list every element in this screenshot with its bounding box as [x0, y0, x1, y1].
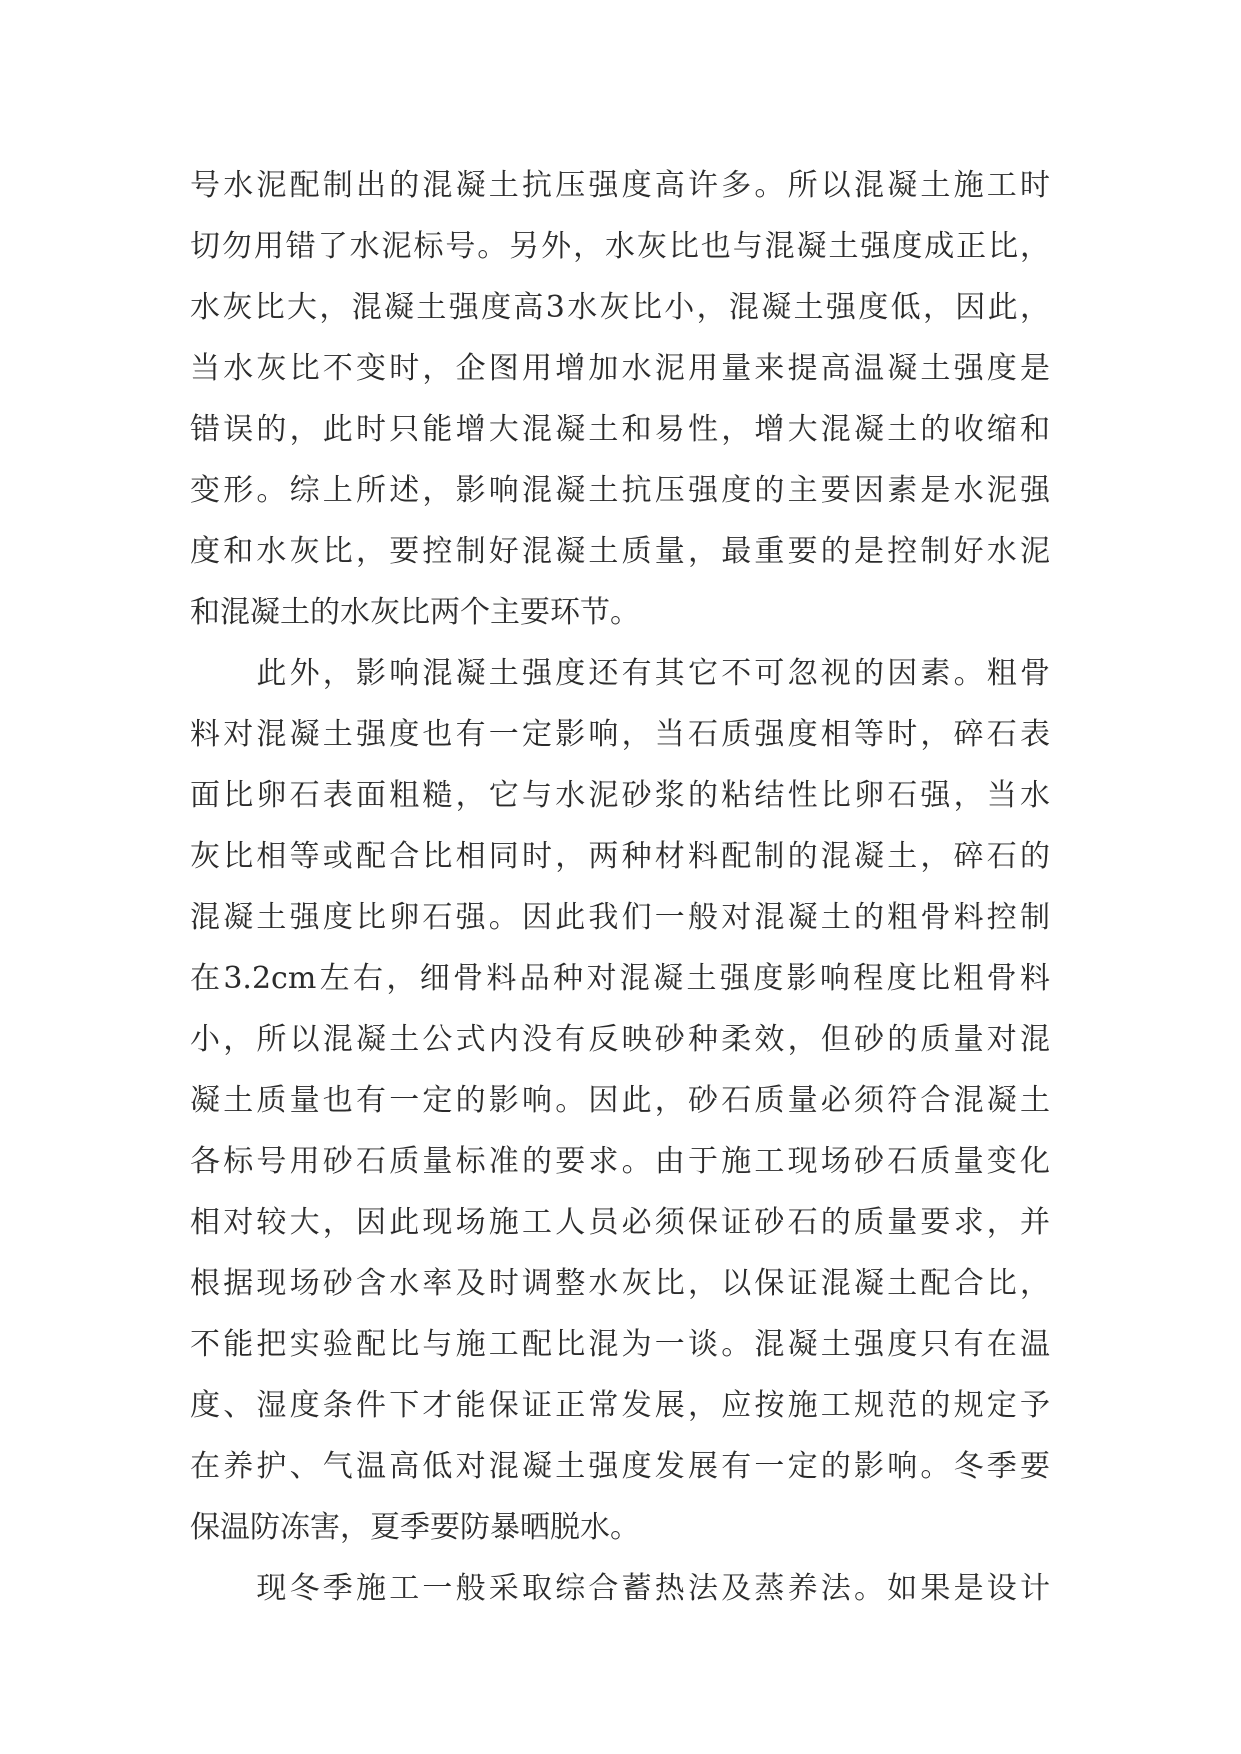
- text-line: 各标号用砂石质量标准的要求。由于施工现场砂石质量变化: [190, 1144, 1050, 1179]
- text-line: 现冬季施工一般采取综合蓄热法及蒸养法。如果是设计: [190, 1571, 1050, 1606]
- text-line: 凝土质量也有一定的影响。因此，砂石质量必须符合混凝土: [190, 1083, 1050, 1118]
- text-line: 号水泥配制出的混凝土抗压强度高许多。所以混凝土施工时: [190, 168, 1050, 203]
- text-line: 切勿用错了水泥标号。另外，水灰比也与混凝土强度成正比，: [190, 229, 1050, 264]
- text-line: 根据现场砂含水率及时调整水灰比，以保证混凝土配合比，: [190, 1266, 1050, 1301]
- text-line: 料对混凝土强度也有一定影响，当石质强度相等时，碎石表: [190, 717, 1050, 752]
- text-line: 混凝土强度比卵石强。因此我们一般对混凝土的粗骨料控制: [190, 900, 1050, 935]
- text-line: 小，所以混凝土公式内没有反映砂种柔效，但砂的质量对混: [190, 1022, 1050, 1057]
- text-line: 变形。综上所述，影响混凝土抗压强度的主要因素是水泥强: [190, 473, 1050, 508]
- text-line: 面比卵石表面粗糙，它与水泥砂浆的粘结性比卵石强，当水: [190, 778, 1050, 813]
- text-line: 水灰比大，混凝土强度高3水灰比小，混凝土强度低，因此，: [190, 290, 1050, 325]
- text-line: 度、湿度条件下才能保证正常发展，应按施工规范的规定予: [190, 1388, 1050, 1423]
- text-line: 此外，影响混凝土强度还有其它不可忽视的因素。粗骨: [190, 656, 1050, 691]
- body-text: [190, 155, 1050, 1619]
- text-line: 相对较大，因此现场施工人员必须保证砂石的质量要求，并: [190, 1205, 1050, 1240]
- text-line: 度和水灰比，要控制好混凝土质量，最重要的是控制好水泥: [190, 534, 1050, 569]
- text-line: 当水灰比不变时，企图用增加水泥用量来提高温凝土强度是: [190, 351, 1050, 386]
- text-line: 灰比相等或配合比相同时，两种材料配制的混凝土，碎石的: [190, 839, 1050, 874]
- text-line: 不能把实验配比与施工配比混为一谈。混凝土强度只有在温: [190, 1327, 1050, 1362]
- text-line: 保温防冻害，夏季要防暴晒脱水。: [190, 1510, 640, 1545]
- text-line: 在3.2cm左右，细骨料品种对混凝土强度影响程度比粗骨料: [190, 961, 1050, 996]
- text-line: 和混凝土的水灰比两个主要环节。: [190, 595, 640, 630]
- text-line: 错误的，此时只能增大混凝土和易性，增大混凝土的收缩和: [190, 412, 1050, 447]
- text-line: 在养护、气温高低对混凝土强度发展有一定的影响。冬季要: [190, 1449, 1050, 1484]
